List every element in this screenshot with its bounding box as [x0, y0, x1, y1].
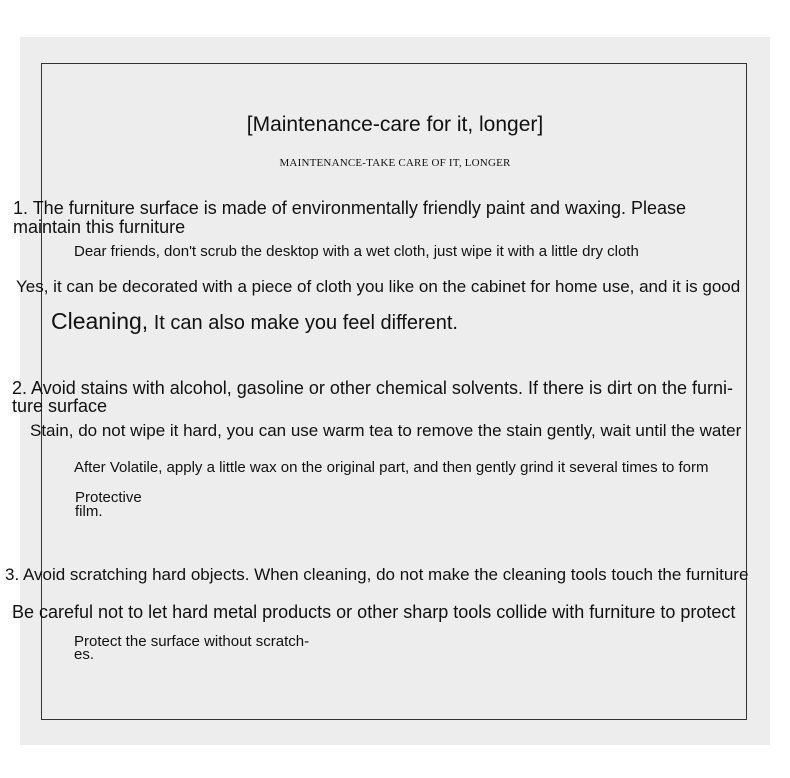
cleaning-word: Cleaning,	[51, 308, 149, 334]
section1-decor: Yes, it can be decorated with a piece of cloth you like on the cabinet for home use, and it is good	[16, 277, 741, 296]
section2-volatile: After Volatile, apply a little wax on the original part, and then gently grind it several times to form	[74, 459, 709, 476]
section1-tip: Dear friends, don't scrub the desktop with a wet cloth, just wipe it with a little dry cloth	[74, 243, 639, 260]
section2-protective-line1: Protective	[75, 489, 142, 506]
section3-heading: 3. Avoid scratching hard objects. When cleaning, do not make the cleaning tools touch the furniture	[5, 565, 749, 584]
section3-protect-line2: es.	[74, 646, 95, 663]
cleaning-rest: It can also make you feel different.	[148, 312, 458, 334]
page-title: [Maintenance-care for it, longer]	[246, 113, 544, 136]
section3-protect-line1: Protect the surface without scratch-	[74, 633, 310, 650]
section1-cleaning	[51, 310, 458, 333]
section1-heading-line2: maintain this furniture	[13, 217, 186, 237]
section2-stain: Stain, do not wipe it hard, you can use warm tea to remove the stain gently, wait until the water	[30, 421, 742, 440]
section2-protective-line2: film.	[75, 503, 103, 520]
section3-careful: Be careful not to let hard metal products or other sharp tools collide with furniture to protect	[12, 602, 736, 622]
page-subtitle: MAINTENANCE-TAKE CARE OF IT, LONGER	[279, 157, 511, 169]
section2-heading-line1: 2. Avoid stains with alcohol, gasoline or other chemical solvents. If there is dirt on the furni-	[12, 378, 734, 398]
section2-heading-line2: ture surface	[12, 396, 108, 416]
section1-heading-line1: 1. The furniture surface is made of environmentally friendly paint and waxing. Please	[13, 198, 687, 218]
